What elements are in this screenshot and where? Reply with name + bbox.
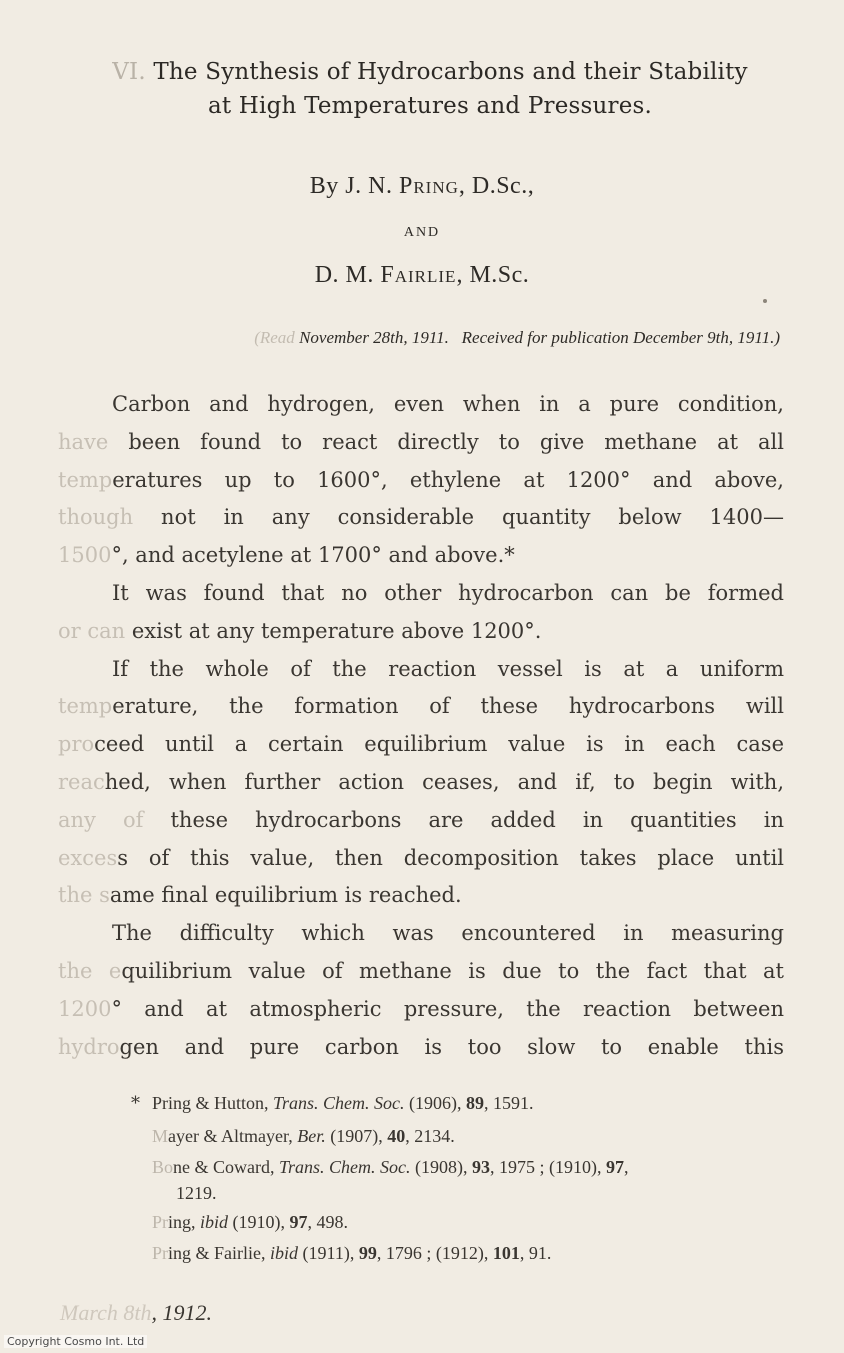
section-number: VI. [112,59,146,85]
read-date: November 28th, 1911. [299,328,449,347]
body-line: 1500°, and acetylene at 1700° and above.* [58,543,515,568]
body-line: excess of this value, then decomposition takes place until [58,845,784,870]
footnote-marker: * [131,1093,140,1114]
dateline [60,328,780,348]
body-line: the equilibrium value of methane is due to the fact that at [58,959,784,983]
author2-initials: D. M. [314,262,374,288]
copyright-notice: Copyright Cosmo Int. Ltd [4,1335,147,1348]
author-line-1 [0,173,844,200]
footnote-3-continued: 1219. [176,1183,217,1203]
signature-date [60,1300,212,1326]
body-line: If the whole of the reaction vessel is at a uniform [112,656,784,681]
and-separator: AND [403,225,441,240]
body-line: have been found to react directly to give methane at all [58,429,784,454]
footnote-1: Pring & Hutton, Trans. Chem. Soc. (1906), 89, 1591. [152,1093,534,1113]
author1-initials: J. N. [345,173,393,199]
footnote-3: Bone & Coward, Trans. Chem. Soc. (1908), 93, 1975 ; (1910), 97, [152,1157,629,1177]
received-date: Received for publication December 9th, 1911.) [461,328,780,347]
body-line: proceed until a certain equilibrium value is in each case [58,732,784,757]
footnote-2: Mayer & Altmayer, Ber. (1907), 40, 2134. [152,1126,455,1146]
author1-name: Pring [398,173,459,199]
body-line: temperature, the formation of these hydrocarbons will [58,694,784,719]
signature-date-year: , 1912. [151,1300,212,1325]
body-line: reached, when further action ceases, and if, to begin with, [58,770,784,794]
body-line: It was found that no other hydrocarbon can be formed [112,581,784,605]
footnote-5: Pring & Fairlie, ibid (1911), 99, 1796 ; (1912), 101, 91. [152,1243,552,1263]
author1-degree: , D.Sc., [458,173,535,199]
body-line: or can exist at any temperature above 1200°. [58,618,542,643]
body-line: any of these hydrocarbons are added in quantities in [58,807,784,832]
article-title-line-1 [40,55,820,89]
ink-speck [763,299,767,303]
author-line-2 [0,262,844,289]
article-title-line-2: at High Temperatures and Pressures. [207,93,653,119]
body-line: The difficulty which was encountered in measuring [112,921,784,946]
signature-date-faded: March 8th [60,1300,152,1325]
body-line: temperatures up to 1600°, ethylene at 1200° and above, [58,467,784,492]
footnote-4: Pring, ibid (1910), 97, 498. [152,1212,349,1232]
by-label: By [309,173,339,199]
body-line: 1200° and at atmospheric pressure, the reaction between [58,996,784,1021]
read-prefix: (Read [254,328,300,347]
author2-degree: , M.Sc. [456,262,530,288]
body-line: the same final equilibrium is reached. [58,883,462,908]
body-line: though not in any considerable quantity below 1400— [58,505,784,530]
title-text-1: The Synthesis of Hydrocarbons and their Stability [145,59,748,85]
body-line: Carbon and hydrogen, even when in a pure condition, [112,392,784,416]
author2-name: Fairlie [380,262,457,288]
body-line: hydrogen and pure carbon is too slow to enable this [58,1034,784,1059]
